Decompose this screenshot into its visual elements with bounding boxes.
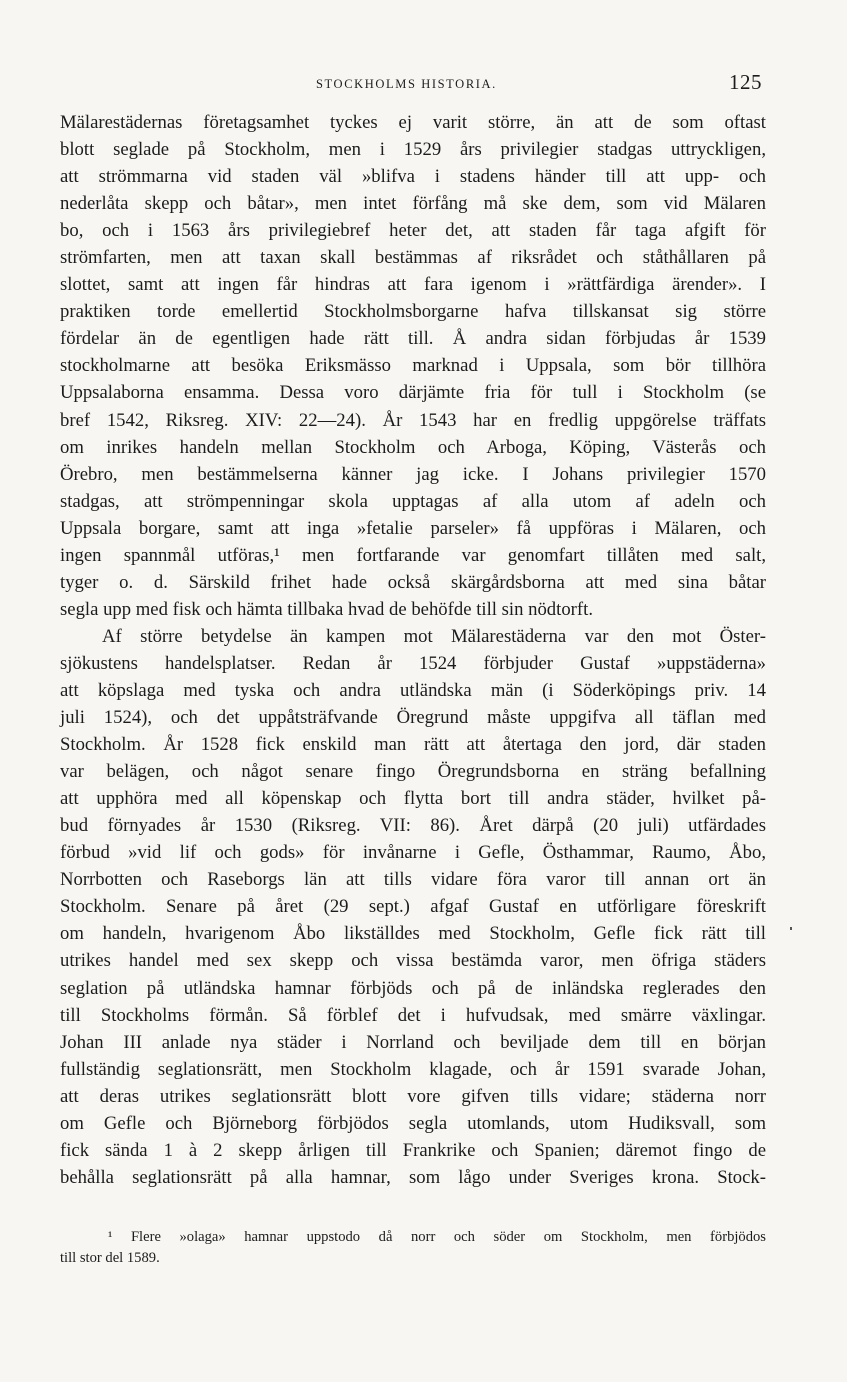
- text-line: om inrikes handeln mellan Stockholm och Arboga, Köping, Västerås och: [60, 436, 766, 458]
- text-line: stockholmarne att besöka Eriksmässo marknad i Uppsala, som bör tillhöra: [60, 355, 766, 377]
- text-line: Stockholm. År 1528 fick enskild man rätt att återtaga den jord, där staden: [60, 734, 766, 756]
- text-line: Uppsalaborna ensamma. Dessa voro därjämte fria för tull i Stockholm (se: [60, 382, 766, 404]
- print-speck: [790, 927, 792, 930]
- text-line: fick sända 1 à 2 skepp årligen till Frankrike och Spanien; däremot fingo de: [60, 1139, 766, 1161]
- text-line: ingen spannmål utföras,¹ men fortfarande var genomfart tillåten med salt,: [60, 544, 766, 566]
- text-line: att deras utrikes seglationsrätt blott vore gifven tills vidare; städerna norr: [60, 1085, 766, 1107]
- text-line: om Gefle och Björneborg förbjödos segla utomlands, utom Hudiksvall, som: [60, 1112, 766, 1134]
- text-line: var belägen, och något senare fingo Öregrundsborna en sträng befallning: [60, 761, 766, 783]
- text-line: bo, och i 1563 års privilegiebref heter det, att staden får taga afgift för: [60, 220, 766, 242]
- text-line: Stockholm. Senare på året (29 sept.) afgaf Gustaf en utförligare föreskrift: [60, 896, 766, 918]
- text-line: till Stockholms förmån. Så förblef det i hufvudsak, med smärre växlingar.: [60, 1004, 766, 1026]
- text-line: Johan III anlade nya städer i Norrland och beviljade dem till en början: [60, 1031, 766, 1053]
- page-number: 125: [729, 70, 762, 94]
- text-line: blott seglade på Stockholm, men i 1529 års privilegier stadgas uttryckligen,: [60, 139, 766, 161]
- text-line: Uppsala borgare, samt att inga »fetalie parseler» få uppföras i Mälaren, och: [60, 517, 766, 539]
- text-line: praktiken torde emellertid Stockholmsborgarne hafva tillskansat sig större: [60, 301, 766, 323]
- text-line: Mälarestädernas företagsamhet tyckes ej varit större, än att de som oftast: [60, 112, 766, 133]
- text-line: Af större betydelse än kampen mot Mälarestäderna var den mot Öster-: [102, 625, 766, 647]
- text-line: bref 1542, Riksreg. XIV: 22—24). År 1543 har en fredlig uppgörelse träffats: [60, 409, 766, 431]
- text-line: stadgas, att strömpenningar skola upptagas af alla utom af adeln och: [60, 490, 766, 512]
- text-line: att upphöra med all köpenskap och flytta bort till andra städer, hvilket på-: [60, 788, 766, 810]
- text-line: juli 1524), och det uppåtsträfvande Öregrund måste uppgifva all täflan med: [60, 707, 766, 729]
- text-line: sjökustens handelsplatser. Redan år 1524 förbjuder Gustaf »uppstäderna»: [60, 652, 766, 674]
- text-line: seglation på utländska hamnar förbjöds och på de inländska reglerades den: [60, 977, 766, 999]
- text-line: slottet, samt att ingen får hindras att fara igenom i »rättfärdiga ärender». I: [60, 274, 766, 296]
- footnote-line: till stor del 1589.: [60, 1250, 160, 1266]
- text-line: behålla seglationsrätt på alla hamnar, som lågo under Sveriges krona. Stock-: [60, 1166, 766, 1188]
- text-line: Norrbotten och Raseborgs län att tills vidare föra varor till annan ort än: [60, 869, 766, 891]
- running-head-title: STOCKHOLMS HISTORIA.: [316, 77, 497, 91]
- text-line: bud förnyades år 1530 (Riksreg. VII: 86). Året därpå (20 juli) utfärdades: [60, 815, 766, 837]
- text-line: tyger o. d. Särskild frihet hade också skärgårdsborna att med sina båtar: [60, 571, 766, 593]
- text-line: om handeln, hvarigenom Åbo likställdes med Stockholm, Gefle fick rätt till: [60, 923, 766, 945]
- footnotes: [60, 1227, 766, 1269]
- body-text: [60, 109, 766, 1191]
- text-line: Örebro, men bestämmelserna känner jag icke. I Johans privilegier 1570: [60, 463, 766, 485]
- text-line: utrikes handel med sex skepp och vissa bestämda varor, men öfriga städers: [60, 950, 766, 972]
- text-line: att strömmarna vid staden väl »blifva i stadens händer till att upp- och: [60, 166, 766, 188]
- text-line: fördelar än de egentligen hade rätt till. Å andra sidan förbjudas år 1539: [60, 328, 766, 350]
- text-line: fullständig seglationsrätt, men Stockholm klagade, och år 1591 svarade Johan,: [60, 1058, 766, 1080]
- footnote-line: ¹ Flere »olaga» hamnar uppstodo då norr och söder om Stockholm, men förbjödos: [108, 1229, 766, 1245]
- text-line: att köpslaga med tyska och andra utländska män (i Söderköpings priv. 14: [60, 679, 766, 701]
- text-line: strömfarten, men att taxan skall bestämmas af riksrådet och ståthållaren på: [60, 247, 766, 269]
- text-line: förbud »vid lif och gods» för invånarne i Gefle, Östhammar, Raumo, Åbo,: [60, 842, 766, 864]
- text-line: segla upp med fisk och hämta tillbaka hvad de behöfde till sin nödtorft.: [60, 598, 593, 620]
- text-line: nederlåta skepp och båtar», men intet förfång må ske dem, som vid Mälaren: [60, 193, 766, 215]
